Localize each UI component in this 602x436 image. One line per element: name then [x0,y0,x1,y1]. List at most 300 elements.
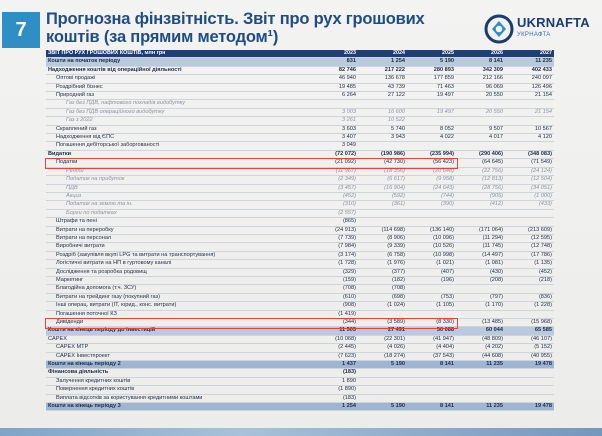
row-value [407,386,456,394]
row-value: (797) [456,293,505,301]
row-label: Податок на землю та ін. [46,201,309,209]
row-value [358,377,407,385]
row-value: 4 022 [407,134,456,142]
table-row [46,125,554,133]
table-row [46,310,554,318]
row-label: Газ без ПДВ операційного видобутку [46,108,309,116]
row-value: 831 [309,58,358,66]
row-label: Кошти на кінець періоду до інвестицій [46,327,309,335]
row-value: (56 423) [407,159,456,167]
row-value [505,386,554,394]
row-value: (37 543) [407,352,456,360]
row-value: 3 261 [309,117,358,125]
row-value: (41 947) [407,335,456,343]
row-value [505,117,554,125]
row-value: 11 235 [456,403,505,411]
row-value: (114 698) [358,226,407,234]
row-value: (1 419) [309,310,358,318]
row-value [505,100,554,108]
row-value [309,100,358,108]
row-value [505,377,554,385]
row-value: 11 235 [456,361,505,369]
row-value: 212 166 [456,75,505,83]
row-value: (377) [358,268,407,276]
table-row [46,142,554,150]
logo [484,13,598,45]
row-label: Благодійна допомога (т.ч. ЗСУ) [46,285,309,293]
row-label: Кошти на кінець періоду 3 [46,403,309,411]
row-value: (9 339) [358,243,407,251]
table-row [46,92,554,100]
row-label: Фінансова діяльність [46,369,309,377]
row-value: 21 154 [505,92,554,100]
row-value: (196) [407,276,456,284]
row-label: Кошти на початок періоду [46,58,309,66]
row-value: 19 485 [309,83,358,91]
row-value: (290 406) [456,150,505,158]
row-value [456,285,505,293]
row-value [456,142,505,150]
row-value [456,377,505,385]
row-value [456,218,505,226]
row-value: (64 645) [456,159,505,167]
row-label: Борги по податках [46,209,309,217]
row-value: (1 890) [309,386,358,394]
table-row [46,66,554,74]
row-value: 43 739 [358,83,407,91]
row-value [456,209,505,217]
row-value: 19 497 [407,92,456,100]
row-label: Погашення поточної КЗ [46,310,309,318]
row-value: (11 745) [456,243,505,251]
row-value: (235 994) [407,150,456,158]
row-value: (329) [309,268,358,276]
row-value: 126 496 [505,83,554,91]
table-row [46,386,554,394]
row-value: 21 154 [505,108,554,116]
row-value: 3 003 [309,108,358,116]
table-row [46,352,554,360]
row-value: (430) [456,268,505,276]
row-value: (18 274) [358,352,407,360]
row-value [407,209,456,217]
row-label: Маркетинг [46,276,309,284]
header-label: ЗВІТ ПРО РУХ ГРОШОВИХ КОШТІВ, млн грн [46,50,309,58]
row-value [358,394,407,402]
table-row [46,184,554,192]
row-value: (7 984) [309,243,358,251]
row-value [407,100,456,108]
row-value: (20 648) [407,167,456,175]
row-label: Роздрібний бізнес [46,83,309,91]
row-label: Ренти [46,167,309,175]
row-value: (708) [309,285,358,293]
row-label: Кошти на кінець періоду 2 [46,361,309,369]
row-value: (12 813) [456,176,505,184]
row-label: Надходження коштів від операційної діяльності [46,66,309,74]
row-value [456,369,505,377]
row-value: (2 557) [309,209,358,217]
row-value: 19 497 [407,108,456,116]
row-value: 16 600 [358,108,407,116]
row-label: Природний газ [46,92,309,100]
row-value [505,209,554,217]
row-value: (390) [407,201,456,209]
row-value: 71 463 [407,83,456,91]
header-year: 2023 [309,50,358,58]
row-label: Оптові продажі [46,75,309,83]
row-value: (40 955) [505,352,554,360]
row-value: 3 407 [309,134,358,142]
table-row [46,327,554,335]
row-value: (10 526) [407,243,456,251]
row-label: Штрафи та пені [46,218,309,226]
row-value: 19 478 [505,361,554,369]
row-value: (11 294) [456,234,505,242]
row-value [456,100,505,108]
row-value: (46 107) [505,335,554,343]
row-value: 8 141 [456,58,505,66]
row-value: 10 567 [505,125,554,133]
row-value [358,386,407,394]
row-value: (1 105) [407,302,456,310]
row-value: (24 913) [309,226,358,234]
table-row-highlighted [46,319,554,327]
row-value: 10 522 [358,117,407,125]
table-row [46,335,554,343]
row-label: ПДВ [46,184,309,192]
row-value: 82 746 [309,66,358,74]
row-value: (34 051) [505,184,554,192]
row-value: (10 068) [309,335,358,343]
row-value [505,285,554,293]
row-value: 8 141 [407,403,456,411]
row-label: Логістичні витрати на НП в гуртовому каналі [46,260,309,268]
row-value: (412) [456,201,505,209]
row-value [456,386,505,394]
row-value: (1 170) [456,302,505,310]
row-value [456,117,505,125]
row-value [505,142,554,150]
row-value: 11 235 [505,58,554,66]
row-value: 1 890 [309,377,358,385]
row-value: (2 349) [309,176,358,184]
row-value: (44 608) [456,352,505,360]
row-value: 60 044 [456,327,505,335]
row-value: 342 309 [456,66,505,74]
table-row [46,83,554,91]
table-header-row [46,50,554,58]
row-value: (908) [309,302,358,310]
row-value: (753) [407,293,456,301]
row-value: (17 786) [505,251,554,259]
table-row [46,377,554,385]
row-label: CAPEX [46,335,309,343]
table-row [46,344,554,352]
row-value: (48 809) [456,335,505,343]
row-value: (71 549) [505,159,554,167]
row-value: 3 603 [309,125,358,133]
row-value: (10 998) [407,251,456,259]
row-value: 136 678 [358,75,407,83]
row-value: (1 135) [505,260,554,268]
row-value [407,142,456,150]
row-value: (14 497) [456,251,505,259]
row-value: 1 254 [309,403,358,411]
row-value: 1 437 [309,361,358,369]
row-value [358,142,407,150]
row-value: (407) [407,268,456,276]
row-value: (4 404) [407,344,456,352]
row-label: Погашення дебіторської заборгованості [46,142,309,150]
row-value: (348 083) [505,150,554,158]
table-row [46,285,554,293]
table-row [46,403,554,411]
ukrnafta-logo-icon [484,14,514,44]
table-row [46,243,554,251]
row-value: (433) [505,201,554,209]
cash-flow-table-wrap [46,50,554,411]
row-value: (171 064) [456,226,505,234]
row-value: 50 088 [407,327,456,335]
table-row [46,201,554,209]
row-value [358,218,407,226]
table-row [46,251,554,259]
row-value: (213 609) [505,226,554,234]
row-value: 20 550 [456,108,505,116]
table-row [46,293,554,301]
row-value: (310) [309,201,358,209]
row-value [505,218,554,226]
row-label: Виплата відсотків за користування кредитними коштами [46,394,309,402]
row-value: 5 740 [358,125,407,133]
row-value [407,369,456,377]
row-value: 19 478 [505,403,554,411]
row-value: (1 228) [505,302,554,310]
row-value: (24 124) [505,167,554,175]
table-row [46,226,554,234]
row-value: (182) [358,276,407,284]
header-year: 2027 [505,50,554,58]
row-value: (13 485) [456,319,505,327]
row-value: (6 758) [358,251,407,259]
table-row [46,150,554,158]
row-value: (12 504) [505,176,554,184]
row-value [358,369,407,377]
row-value: 11 505 [309,327,358,335]
row-label: Скраплений газ [46,125,309,133]
row-value: 240 097 [505,75,554,83]
row-value: (708) [358,285,407,293]
row-value [407,117,456,125]
row-value: (610) [309,293,358,301]
row-value: (5 152) [505,344,554,352]
row-value: (21 092) [309,159,358,167]
row-value: (28 756) [456,184,505,192]
bottom-decor-strip [0,428,602,436]
row-value: (10 096) [407,234,456,242]
row-value: (136 140) [407,226,456,234]
cash-flow-table [46,50,554,411]
row-label: Витрати на персонал [46,234,309,242]
row-label: Газ без ПДВ, нафтового покладів видобутку [46,100,309,108]
row-value: (11 967) [309,167,358,175]
row-label: Надходження від ЄПС [46,134,309,142]
row-value: 4 017 [456,134,505,142]
header-year: 2024 [358,50,407,58]
row-value [407,310,456,318]
row-value: (183) [309,394,358,402]
row-value: (361) [358,201,407,209]
row-value [358,310,407,318]
row-value [358,209,407,217]
row-label: Виробничі витрати [46,243,309,251]
row-value: (9 958) [407,176,456,184]
row-value: (208) [456,276,505,284]
row-value: 96 069 [456,83,505,91]
row-label: Податок на прибуток [46,176,309,184]
row-value: 20 550 [456,92,505,100]
row-value: (1 081) [456,260,505,268]
row-value: (592) [358,192,407,200]
row-value: (7 623) [309,352,358,360]
row-value [407,394,456,402]
table-row [46,75,554,83]
row-value: (159) [309,276,358,284]
row-label: Газ з 2022 [46,117,309,125]
table-row [46,276,554,284]
row-value: (3 457) [309,184,358,192]
row-label: Видатки [46,150,309,158]
row-value [407,285,456,293]
page-title: Прогнозна фінзвітність. Звіт про рух грошових коштів (за прямим методом¹) [46,10,425,46]
row-value: (72 072) [309,150,358,158]
row-value: 27 491 [358,327,407,335]
table-row [46,134,554,142]
row-value: 402 433 [505,66,554,74]
row-value: (836) [505,293,554,301]
row-value: 27 122 [358,92,407,100]
header-year: 2025 [407,50,456,58]
row-value: 9 507 [456,125,505,133]
table-row [46,209,554,217]
row-label: Дослідження та розробка родовищ [46,268,309,276]
row-value: (22 756) [456,167,505,175]
row-value: (1 728) [309,260,358,268]
row-value: (15 968) [505,319,554,327]
row-value: 5 190 [407,58,456,66]
row-value [358,100,407,108]
row-value: 3 943 [358,134,407,142]
row-value [407,218,456,226]
row-label: Роздріб (закупівля вкупі LPG та витрати на транспортування) [46,251,309,259]
table-row [46,192,554,200]
row-value: 46 940 [309,75,358,83]
table-row [46,108,554,116]
logo-subtitle: УКРНАФТА [517,32,551,38]
row-value: (6 617) [358,176,407,184]
table-row [46,167,554,175]
row-value: (2 445) [309,344,358,352]
row-value [407,377,456,385]
row-value: (7 739) [309,234,358,242]
row-value: 8 052 [407,125,456,133]
row-value: (865) [309,218,358,226]
row-label: Акциз [46,192,309,200]
row-value [505,310,554,318]
row-value: 6 264 [309,92,358,100]
row-value [456,310,505,318]
row-value: (744) [407,192,456,200]
table-row [46,117,554,125]
row-value: (8 330) [407,319,456,327]
row-label: Повернення кредитних коштів [46,386,309,394]
row-value: 217 222 [358,66,407,74]
table-row [46,234,554,242]
row-value: (1 976) [358,260,407,268]
table-row [46,268,554,276]
row-value: 3 049 [309,142,358,150]
row-value: 8 141 [407,361,456,369]
table-row [46,394,554,402]
row-value: (22 301) [358,335,407,343]
row-value: (905) [456,192,505,200]
row-value: (452) [309,192,358,200]
row-value: (12 748) [505,243,554,251]
row-value: (24 643) [407,184,456,192]
table-row-highlighted [46,159,554,167]
row-value: (183) [309,369,358,377]
row-label: Податки [46,159,309,167]
table-row [46,218,554,226]
header-year: 2026 [456,50,505,58]
row-value: 5 190 [358,403,407,411]
logo-name: UKRNAFTA [517,15,590,30]
row-value: 1 254 [358,58,407,66]
row-value [505,394,554,402]
row-value: (1 000) [505,192,554,200]
row-label: Дивіденди [46,319,309,327]
row-value: (42 730) [358,159,407,167]
slide-number: 7 [2,12,40,48]
row-value: (4 026) [358,344,407,352]
row-value: (3 589) [358,319,407,327]
table-row [46,58,554,66]
table-row [46,302,554,310]
table-row [46,100,554,108]
row-label: Витрати на трейдинг газу (покупний газ) [46,293,309,301]
row-value: 65 585 [505,327,554,335]
row-value: (16 904) [358,184,407,192]
row-value: (218) [505,276,554,284]
row-value: (452) [505,268,554,276]
row-value [456,394,505,402]
row-value: 5 190 [358,361,407,369]
row-label: CAPEX Інвестпроект [46,352,309,360]
row-value: (8 906) [358,234,407,242]
row-label: Витрати на переробку [46,226,309,234]
row-value: (698) [358,293,407,301]
row-value: (344) [309,319,358,327]
table-row [46,369,554,377]
row-value: (3 174) [309,251,358,259]
row-value: (1 024) [358,302,407,310]
row-value: (12 595) [505,234,554,242]
row-value: (190 986) [358,150,407,158]
row-value: 4 120 [505,134,554,142]
row-value: (1 021) [407,260,456,268]
row-label: Залучення кредитних коштів [46,377,309,385]
